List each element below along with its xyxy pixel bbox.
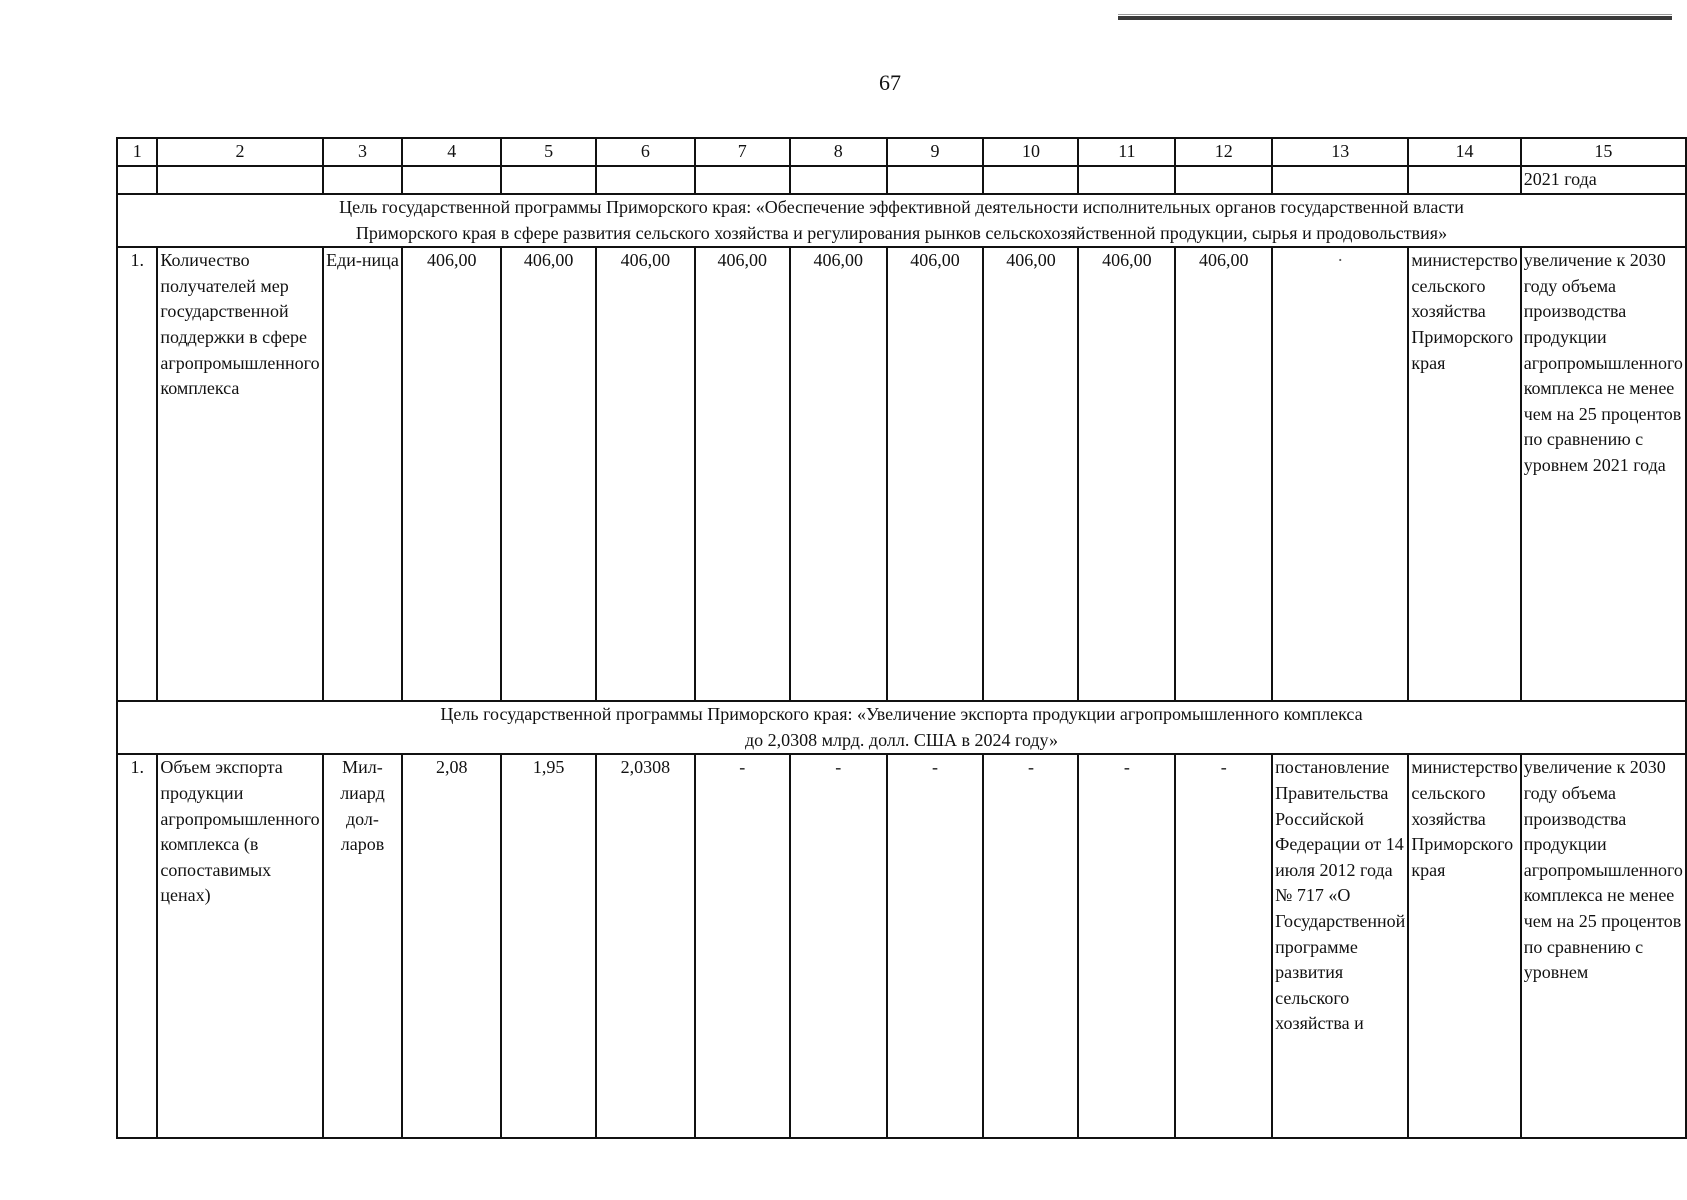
- value-cell: 406,00: [596, 247, 695, 701]
- value-cell: 406,00: [790, 247, 887, 701]
- row-number: 1.: [117, 754, 157, 1138]
- col-header: 6: [596, 138, 695, 166]
- value-cell: 406,00: [983, 247, 1078, 701]
- value-cell: 406,00: [1078, 247, 1175, 701]
- value-cell: -: [1078, 754, 1175, 1138]
- value-cell: 1,95: [501, 754, 596, 1138]
- source-cell: ·: [1272, 247, 1408, 701]
- goal-line: Приморского края в сфере развития сельского хозяйства и регулирования рынков сельскохозяйственной продукции, сырья и продовольствия»: [355, 222, 1448, 243]
- value-cell: 2,0308: [596, 754, 695, 1138]
- scan-edge-line: [1118, 16, 1672, 20]
- continued-cell: 2021 года: [1521, 166, 1686, 194]
- col-header: 13: [1272, 138, 1408, 166]
- indicators-table: [116, 137, 1687, 1139]
- value-cell: 2,08: [402, 754, 501, 1138]
- col-header: 5: [501, 138, 596, 166]
- goal-text: [117, 194, 1686, 247]
- col-header: 7: [695, 138, 790, 166]
- responsible-cell: министерство сельского хозяйства Приморского края: [1408, 247, 1520, 701]
- col-header: 15: [1521, 138, 1686, 166]
- result-cell: увеличение к 2030 году объема производства продукции агропромышленного комплекса не менее чем на 25 процентов по сравнению с уровнем 2021 года: [1521, 247, 1686, 701]
- row-number: 1.: [117, 247, 157, 701]
- value-cell: -: [790, 754, 887, 1138]
- goal-row: [117, 701, 1686, 754]
- page-number: 67: [879, 70, 901, 95]
- value-cell: -: [887, 754, 984, 1138]
- result-cell: увеличение к 2030 году объема производства продукции агропромышленного комплекса не менее чем на 25 процентов по сравнению с уровнем: [1521, 754, 1686, 1138]
- unit-cell: Мил-лиард дол-ларов: [323, 754, 403, 1138]
- col-header: 1: [117, 138, 157, 166]
- column-number-row: [117, 138, 1686, 166]
- table-row: [117, 754, 1686, 1138]
- indicator-name: Объем экспорта продукции агропромышленного комплекса (в сопоставимых ценах): [157, 754, 322, 1138]
- unit-cell: Еди-ница: [323, 247, 403, 701]
- source-cell: постановление Правительства Российской Федерации от 14 июля 2012 года № 717 «О Государственной программе развития сельского хозяйства и: [1272, 754, 1408, 1138]
- value-cell: 406,00: [501, 247, 596, 701]
- col-header: 10: [983, 138, 1078, 166]
- responsible-cell: министерство сельского хозяйства Приморского края: [1408, 754, 1520, 1138]
- value-cell: -: [1175, 754, 1272, 1138]
- indicator-name: Количество получателей мер государственной поддержки в сфере агропромышленного комплекса: [157, 247, 322, 701]
- goal-line: Цель государственной программы Приморского края: «Увеличение экспорта продукции агропромышленного комплекса: [440, 704, 1363, 725]
- scan-edge-line-thin: [1118, 14, 1672, 15]
- value-cell: -: [983, 754, 1078, 1138]
- col-header: 9: [887, 138, 984, 166]
- col-header: 4: [402, 138, 501, 166]
- value-cell: -: [695, 754, 790, 1138]
- col-header: 3: [323, 138, 403, 166]
- table-row: [117, 247, 1686, 701]
- col-header: 14: [1408, 138, 1520, 166]
- continuation-row: [117, 166, 1686, 194]
- col-header: 11: [1078, 138, 1175, 166]
- goal-line: Цель государственной программы Приморского края: «Обеспечение эффективной деятельности исполнительных органов государственной власти: [339, 197, 1464, 217]
- value-cell: 406,00: [1175, 247, 1272, 701]
- col-header: 2: [157, 138, 322, 166]
- goal-row: [117, 194, 1686, 247]
- value-cell: 406,00: [402, 247, 501, 701]
- value-cell: 406,00: [695, 247, 790, 701]
- value-cell: 406,00: [887, 247, 984, 701]
- goal-text: [117, 701, 1686, 754]
- goal-line: до 2,0308 млрд. долл. США в 2024 году»: [744, 729, 1059, 750]
- col-header: 12: [1175, 138, 1272, 166]
- col-header: 8: [790, 138, 887, 166]
